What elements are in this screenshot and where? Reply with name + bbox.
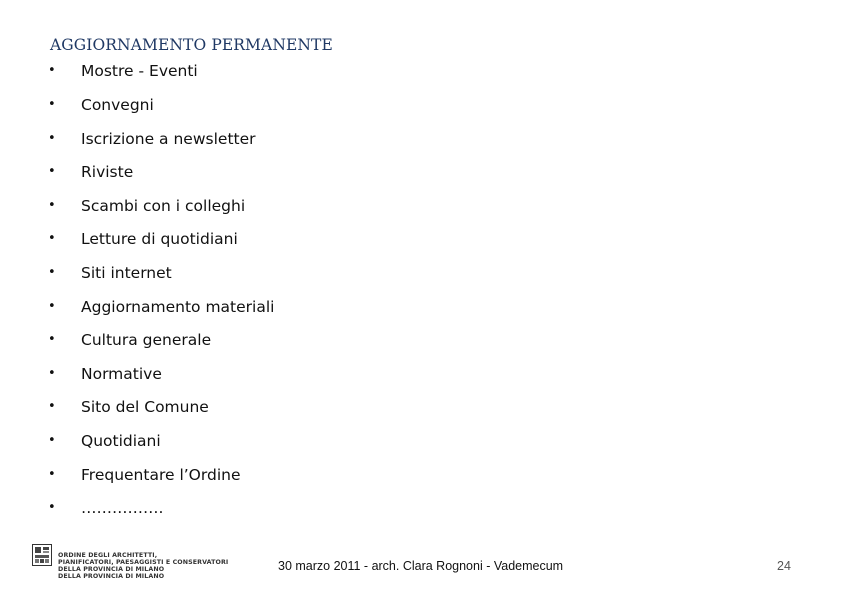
bullet-icon: • — [48, 332, 56, 347]
bullet-icon: • — [48, 198, 56, 213]
bullet-icon: • — [48, 265, 56, 280]
bullet-icon: • — [48, 63, 56, 78]
list-item-label: Aggiornamento materiali — [81, 298, 275, 316]
logo-line: ORDINE DEGLI ARCHITETTI, — [58, 552, 158, 559]
bullet-icon: • — [48, 467, 56, 482]
bullet-icon: • — [48, 299, 56, 314]
order-logo — [30, 540, 240, 586]
logo-wordmark — [58, 552, 240, 580]
bullet-icon: • — [48, 433, 56, 448]
bullet-icon: • — [48, 131, 56, 146]
list-item-label: Quotidiani — [81, 432, 161, 450]
list-item-label: Frequentare l’Ordine — [81, 466, 241, 484]
logo-line: DELLA PROVINCIA DI MILANO — [58, 573, 165, 580]
list-item-label: Sito del Comune — [81, 398, 209, 416]
list-item-label: Riviste — [81, 163, 134, 181]
bullet-icon: • — [48, 97, 56, 112]
page-number: 24 — [777, 559, 791, 573]
bullet-icon: • — [48, 164, 56, 179]
bullet-icon: • — [48, 500, 56, 515]
bullet-icon: • — [48, 399, 56, 414]
list-item-label: Convegni — [81, 96, 154, 114]
list-item-label: Normative — [81, 365, 162, 383]
list-item-label: Letture di quotidiani — [81, 230, 238, 248]
list-item-label: Iscrizione a newsletter — [81, 130, 256, 148]
list-item-label: ……………. — [81, 499, 164, 517]
footer-caption: 30 marzo 2011 - arch. Clara Rognoni - Vademecum — [278, 559, 564, 573]
list-item-label: Cultura generale — [81, 331, 212, 349]
slide-heading: AGGIORNAMENTO PERMANENTE — [50, 36, 333, 54]
bullet-icon: • — [48, 231, 56, 246]
list-item-label: Siti internet — [81, 264, 172, 282]
bullet-icon: • — [48, 366, 56, 381]
logo-line: DELLA PROVINCIA DI MILANO — [58, 566, 165, 573]
list-item-label: Scambi con i colleghi — [81, 197, 246, 215]
order-emblem-icon — [32, 544, 52, 566]
list-item-label: Mostre - Eventi — [81, 62, 198, 80]
logo-line: PIANIFICATORI, PAESAGGISTI E CONSERVATORI — [58, 559, 229, 566]
slide-footer — [0, 540, 842, 590]
